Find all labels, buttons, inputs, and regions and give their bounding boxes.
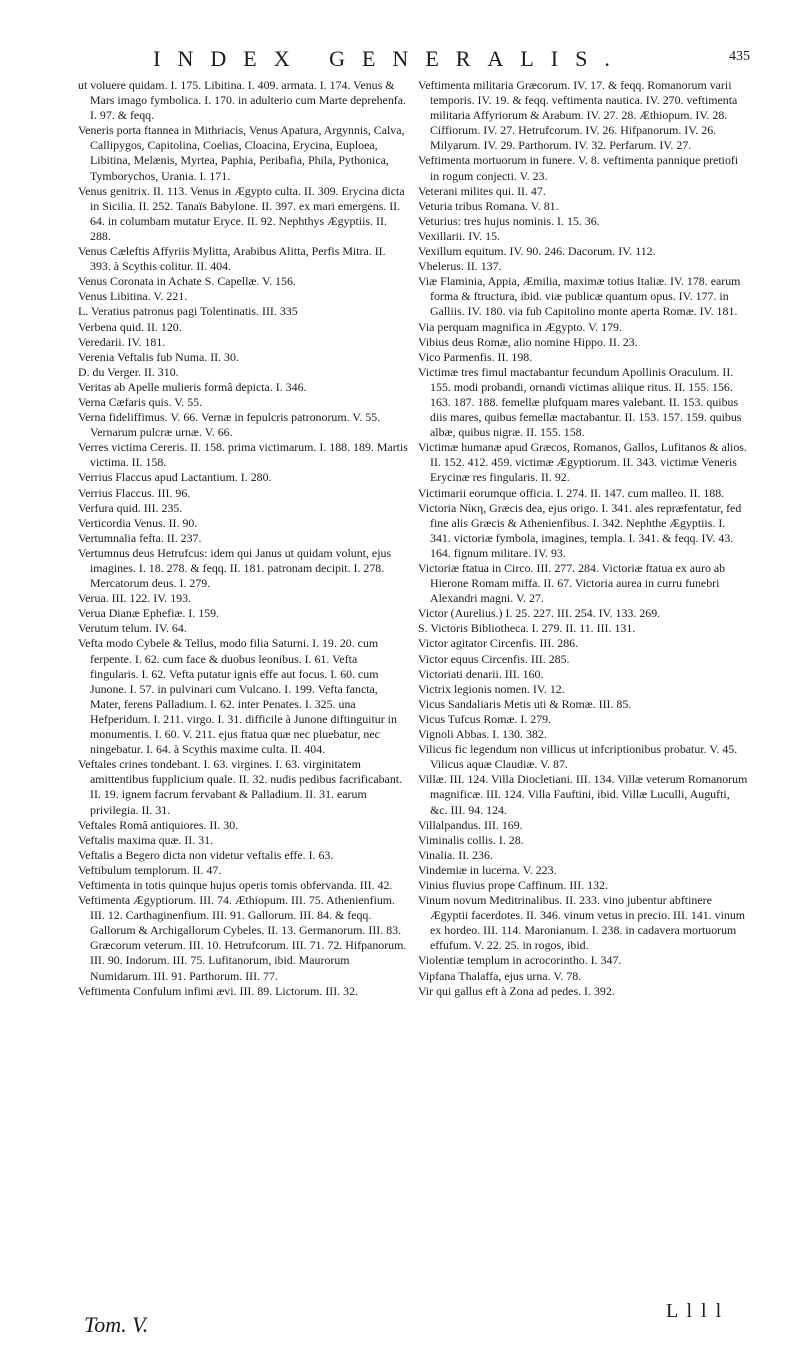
- index-entry: Vinalia. II. 236.: [418, 847, 493, 862]
- index-entry: Venus Cæleftis Affyriis Mylitta, Arabibus Alitta, Perfis Mitra. II. 393. à Scythis colitur. II. 404.: [78, 244, 386, 274]
- left-column: [78, 78, 408, 999]
- index-entry: Viæ Flaminia, Appia, Æmilia, maximæ totius Italiæ. IV. 178. earum forma & ftructura, ibid. viæ publicæ quantum opus. IV. 177. in Galliis. IV. 180. via fub Capitolino monte aperta Romæ. IV. 181.: [418, 274, 741, 319]
- index-entry: Veritas ab Apelle mulieris formâ depicta. I. 346.: [78, 379, 307, 394]
- index-entry: Vipfana Thalaffa, ejus urna. V. 78.: [418, 968, 582, 983]
- index-entry: Vignoli Abbas. I. 130. 382.: [418, 727, 547, 742]
- index-entry: Veftales crines tondebant. I. 63. virgines. I. 63. virginitatem amittentibus fupplicium quale. II. 32. nudis pedibus facrificabant. II. 19. ignem facrum fervabant & Palladium. II. 31. earum privilegia. II. 31.: [78, 757, 403, 817]
- index-entry: Veftimenta mortuorum in funere. V. 8. veftimenta pannique pretiofi in rogum conjecti. V. 23.: [418, 153, 739, 183]
- index-entry: Veftimenta Ægyptiorum. III. 74. Æthiopum. III. 75. Athenienfium. III. 12. Carthaginenfium. III. 91. Gallorum. III. 84. & feqq. Gallorum & Archigallorum Cybeles. II. 13. Germanorum. III. 83. Græcorum veterum. III. 10. Hetrufcorum. III. 71. 72. Hifpanorum. III. 90. Indorum. III. 75. Lufitanorum, ibid. Maurorum Numidarum. III. 91. Parthorum. III. 77.: [78, 893, 407, 983]
- index-entry: Victor (Aurelius.) I. 25. 227. III. 254. IV. 133. 269.: [418, 606, 661, 621]
- index-entry: Vico Parmenfis. II. 198.: [418, 349, 533, 364]
- index-entry: Vertumnus deus Hetrufcus: idem qui Janus ut quidam volunt, ejus imagines. I. 18. 278. & feqq. II. 181. patronam decipit. I. 278. Mercatorum deus. I. 279.: [78, 545, 392, 591]
- index-entry: Veftimenta militaria Græcorum. IV. 17. & feqq. Romanorum varii temporis. IV. 19. & feqq. veftimenta nautica. IV. 270. veftimenta militaria Affyriorum & Arabum. IV. 27. 28. Æthiopum. IV. 28. Ciffiorum. IV. 27. Hetrufcorum. IV. 26. Hifpanorum. IV. 26. Milyarum. IV. 29. Parthorum. IV. 32. Perfarum. IV. 27.: [418, 78, 738, 153]
- index-entry: Viminalis collis. I. 28.: [418, 832, 524, 847]
- index-entry: Veftalis a Begero dicta non videtur veftalis effe. I. 63.: [78, 847, 334, 862]
- signature-mark: L l l l: [666, 1300, 724, 1322]
- right-column: [418, 78, 748, 999]
- index-entry: Veredarii. IV. 181.: [78, 334, 166, 349]
- index-entry: Victimarii eorumque officia. I. 274. II. 147. cum malleo. II. 188.: [418, 485, 725, 500]
- index-entry: Vindemiæ in lucerna. V. 223.: [418, 862, 557, 877]
- index-entry: Vilicus fic legendum non villicus ut infcriptionibus probatur. V. 45. Vilicus aquæ Claudiæ. V. 87.: [418, 742, 738, 772]
- index-entry: Verutum telum. IV. 64.: [78, 621, 187, 636]
- index-entry: ut voluere quidam. I. 175. Libitina. I. 409. armata. I. 174. Venus & Mars imago fymbolica. I. 170. in adulterio cum Marte deprehenfa. I. 97. & feqq.: [78, 78, 406, 123]
- index-entry: S. Victoris Bibliotheca. I. 279. II. 11. III. 131.: [418, 621, 636, 636]
- index-entry: Vhelerus. II. 137.: [418, 259, 502, 274]
- index-entry: Vefta modo Cybele & Tellus, modo filia Saturni. I. 19. 20. cum ferpente. I. 62. cum face & duobus leonibus. I. 61. Vefta fingularis. I. 62. Vefta putatur ignis effe aut focus. I. 60. cum Junone. I. 57. in pulvinari cum Vulcano. I. 199. Vefta fancta, Mater, ferens Palladium. I. 62. inter Penates. I. 325. una Hefperidum. I. 211. virgo. I. 31. difficile à Junone diftinguitur in monumentis. I. 60. V. 211. ejus ftatua quæ nec pluebatur, nec ningebatur. I. 64. à Scythis maxime culta. II. 404.: [78, 636, 397, 757]
- index-entry: Vibius deus Romæ, alio nomine Hippo. II. 23.: [418, 334, 638, 349]
- index-entry: Verrius Flaccus apud Lactantium. I. 280.: [78, 470, 272, 485]
- index-entry: Victimæ humanæ apud Græcos, Romanos, Gallos, Lufitanos & alios. II. 152. 412. 459. victimæ Ægyptiorum. II. 343. victimæ Veneris Erycinæ res fingularis. II. 92.: [418, 440, 747, 485]
- index-entry: Vertumnalia fefta. II. 237.: [78, 530, 202, 545]
- index-entry: Victor equus Circenfis. III. 285.: [418, 651, 570, 666]
- index-entry: Via perquam magnifica in Ægypto. V. 179.: [418, 319, 622, 334]
- index-entry: Venus Coronata in Achate S. Capellæ. V. 156.: [78, 274, 296, 289]
- index-entry: Victoriæ ftatua in Circo. III. 277. 284. Victoriæ ftatua ex auro ab Hierone Romam miffa. II. 67. Victoria aurea in curru funebri Alexandri magni. V. 27.: [418, 561, 726, 606]
- index-entry: Veterani milites qui. II. 47.: [418, 183, 546, 198]
- index-entry: Violentiæ templum in acrocorintho. I. 347.: [418, 953, 622, 968]
- index-entry: Verrius Flaccus. III. 96.: [78, 485, 191, 500]
- index-entry: Vicus Tufcus Romæ. I. 279.: [418, 711, 552, 726]
- index-entry: Vicus Sandaliaris Metis uti & Romæ. III. 85.: [418, 696, 632, 711]
- index-entry: Vir qui gallus eft à Zona ad pedes. I. 392.: [418, 983, 615, 998]
- index-entry: Veftimenta in totis quinque hujus operis tomis obfervanda. III. 42.: [78, 877, 393, 892]
- index-entry: Veftalis maxima quæ. II. 31.: [78, 832, 214, 847]
- index-entry: Veftibulum templorum. II. 47.: [78, 862, 222, 877]
- index-entry: D. du Verger. II. 310.: [78, 364, 179, 379]
- index-entry: Veftimenta Confulum infimi ævi. III. 89. Lictorum. III. 32.: [78, 983, 359, 998]
- index-entry: Veturia tribus Romana. V. 81.: [418, 198, 559, 213]
- index-entry: Vexillarii. IV. 15.: [418, 228, 501, 243]
- index-entry: Verua Dianæ Ephefiæ. I. 159.: [78, 606, 220, 621]
- index-entry: Victoria Νίκη, Græcis dea, ejus origo. I. 341. ales repræfentatur, fed fine alis Græcis & Athenienfibus. I. 342. Nephthe Ægyptiis. I. 341. victoriæ fymbola, imagines, templa. I. 341. & feqq. IV. 43. 164. fignum militare. IV. 93.: [418, 500, 742, 560]
- index-entry: Verna fideliffimus. V. 66. Vernæ in fepulcris patronorum. V. 55. Vernarum pulcræ urnæ. V. 66.: [78, 410, 381, 440]
- index-entry: Vexillum equitum. IV. 90. 246. Dacorum. IV. 112.: [418, 244, 656, 259]
- index-entry: Verna Cæfaris quis. V. 55.: [78, 394, 203, 409]
- index-entry: Veftales Româ antiquiores. II. 30.: [78, 817, 239, 832]
- index-entry: Vinum novum Meditrinalibus. II. 233. vino jubentur abftinere Ægyptii facerdotes. II. 346. vinum vetus in precio. III. 141. vinum ex hordeo. III. 114. Maronianum. I. 238. in cadavera mortuorum effufum. V. 22. 25. in rogos, ibid.: [418, 893, 746, 953]
- index-entry: Vinius fluvius prope Caffinum. III. 132.: [418, 877, 608, 892]
- volume-mark: Tom. V.: [84, 1312, 149, 1337]
- index-entry: Victoriati denarii. III. 160.: [418, 666, 544, 681]
- index-entry: L. Veratius patronus pagi Tolentinatis. III. 335: [78, 304, 298, 319]
- index-entry: Veneris porta ftannea in Mithriacis, Venus Apatura, Argynnis, Calva, Callipygos, Capitolina, Coelias, Cloacina, Erycina, Euploea, Libitina, Melænis, Myrtea, Paphia, Peribafia, Phila, Pythonica, Tymborychos, Urania. I. 171.: [78, 123, 405, 183]
- index-entry: Veturius: tres hujus nominis. I. 15. 36.: [418, 213, 600, 228]
- index-entry: Venus genitrix. II. 113. Venus in Ægypto culta. II. 309. Erycina dicta in Sicilia. II. 252. Tanaïs Babylone. II. 397. ex mari emergens. II. 64. in columbam mutatur Eryce. II. 92. Nephthys Ægyptiis. II. 288.: [78, 183, 405, 243]
- index-entry: Verenia Veftalis fub Numa. II. 30.: [78, 349, 239, 364]
- index-entry: Victor agitator Circenfis. III. 286.: [418, 636, 579, 651]
- index-entry: Verfura quid. III. 235.: [78, 500, 183, 515]
- index-entry: Verticordia Venus. II. 90.: [78, 515, 198, 530]
- index-entry: Villæ. III. 124. Villa Diocletiani. III. 134. Villæ veterum Romanorum magnificæ. III. 124. Villa Fauftini, ibid. Villæ Luculli, Augufti, &c. III. 94. 124.: [418, 772, 748, 817]
- index-entry: Verres victima Cereris. II. 158. prima victimarum. I. 188. 189. Martis victima. II. 158.: [78, 440, 408, 470]
- index-entry: Villalpandus. III. 169.: [418, 817, 523, 832]
- index-entry: Verbena quid. II. 120.: [78, 319, 182, 334]
- page-number: 435: [729, 49, 750, 64]
- index-entry: Verua. III. 122. IV. 193.: [78, 591, 192, 606]
- running-title: INDEX GENERALIS.: [153, 46, 627, 71]
- page-header: [90, 46, 750, 74]
- index-entry: Victimæ tres fimul mactabantur fecundum Apollinis Oraculum. II. 155. modi probandi, ornandi victimas aliique ritus. II. 155. 156. 163. 187. 188. femellæ plufquam mares valebant. II. 153. quibus diis mares, quibus femellæ mactabantur. II. 153. 157. 159. quibus albæ, quibus nigræ. II. 155. 158.: [418, 364, 742, 440]
- index-entry: Venus Libitina. V. 221.: [78, 289, 188, 304]
- index-entry: Victrix legionis nomen. IV. 12.: [418, 681, 565, 696]
